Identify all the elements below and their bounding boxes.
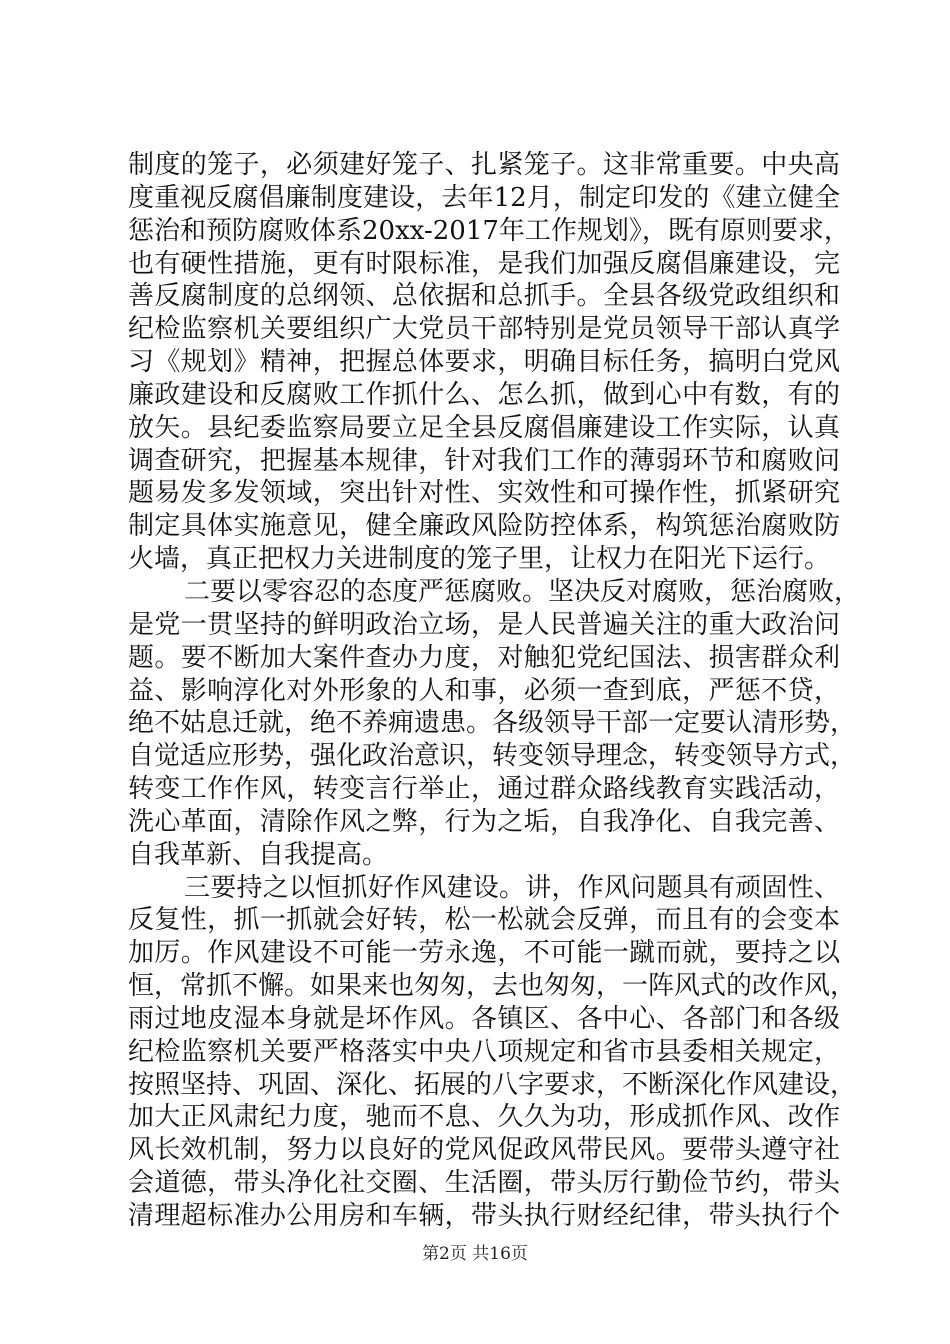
text-line: 火墙，真正把权力关进制度的笼子里，让权力在阳光下运行。 [128,544,831,575]
text-line: 纪检监察机关要组织广大党员干部特别是党员领导干部认真学 [128,314,840,345]
text-line: 放矢。县纪委监察局要立足全县反腐倡廉建设工作实际，认真 [128,412,840,443]
text-line: 恒，常抓不懈。如果来也匆匆，去也匆匆，一阵风式的改作风， [128,971,857,1002]
text-line: 按照坚持、巩固、深化、拓展的八字要求，不断深化作风建设， [128,1069,857,1100]
text-line: 纪检监察机关要严格落实中央八项规定和省市县委相关规定， [128,1036,840,1067]
text-line: 题易发多发领域，突出针对性、实效性和可操作性，抓紧研究 [128,478,840,509]
text-line: 风长效机制，努力以良好的党风促政风带民风。要带头遵守社 [128,1135,840,1166]
text-line: 廉政建设和反腐败工作抓什么、怎么抓，做到心中有数，有的 [128,379,840,410]
page-number: 第2页 共16页 [422,1244,528,1264]
page-footer [0,1242,950,1266]
text-line: 清理超标准办公用房和车辆，带头执行财经纪律，带头执行个 [128,1201,840,1231]
paragraph-start-line: 二要以零容忍的态度严惩腐败。坚决反对腐败，惩治腐败， [184,576,861,607]
text-line: 转变工作作风，转变言行举止，通过群众路线教育实践活动， [128,774,840,805]
text-line: 制度的笼子，必须建好笼子、扎紧笼子。这非常重要。中央高 [128,150,840,180]
text-line: 绝不姑息迁就，绝不养痈遗患。各级领导干部一定要认清形势， [128,708,857,739]
text-line: 洗心革面，清除作风之弊，行为之垢，自我净化、自我完善、 [128,806,840,837]
text-line: 制定具体实施意见，健全廉政风险防控体系，构筑惩治腐败防 [128,511,840,542]
text-line: 反复性，抓一抓就会好转，松一松就会反弹，而且有的会变本 [128,905,840,936]
text-line: 益、影响淳化对外形象的人和事，必须一查到底，严惩不贷， [128,675,840,706]
text-line: 度重视反腐倡廉制度建设，去年12月，制定印发的《建立健全 [128,182,840,213]
document-body [128,149,861,1233]
text-line: 会道德，带头净化社交圈、生活圈，带头厉行勤俭节约，带头 [128,1168,840,1199]
text-line: 习《规划》精神，把握总体要求，明确目标任务，搞明白党风 [128,347,840,378]
text-line: 雨过地皮湿本身就是坏作风。各镇区、各中心、各部门和各级 [128,1003,840,1034]
text-line: 自觉适应形势，强化政治意识，转变领导理念，转变领导方式， [128,741,857,772]
text-line: 题。要不断加大案件查办力度，对触犯党纪国法、损害群众利 [128,642,840,673]
paragraph-start-line: 三要持之以恒抓好作风建设。讲，作风问题具有顽固性、 [184,872,840,903]
text-line: 惩治和预防腐败体系20xx-2017年工作规划》，既有原则要求， [128,215,850,246]
text-line: 调查研究，把握基本规律，针对我们工作的薄弱环节和腐败问 [128,445,840,476]
text-line: 自我革新、自我提高。 [128,839,389,870]
text-line: 是党一贯坚持的鲜明政治立场，是人民普遍关注的重大政治问 [128,609,840,640]
text-line: 也有硬性措施，更有时限标准，是我们加强反腐倡廉建设，完 [128,248,840,279]
text-line: 加厉。作风建设不可能一劳永逸，不可能一蹴而就，要持之以 [128,938,840,969]
text-line: 加大正风肃纪力度，驰而不息、久久为功，形成抓作风、改作 [128,1102,840,1133]
text-line: 善反腐制度的总纲领、总依据和总抓手。全县各级党政组织和 [128,281,840,312]
